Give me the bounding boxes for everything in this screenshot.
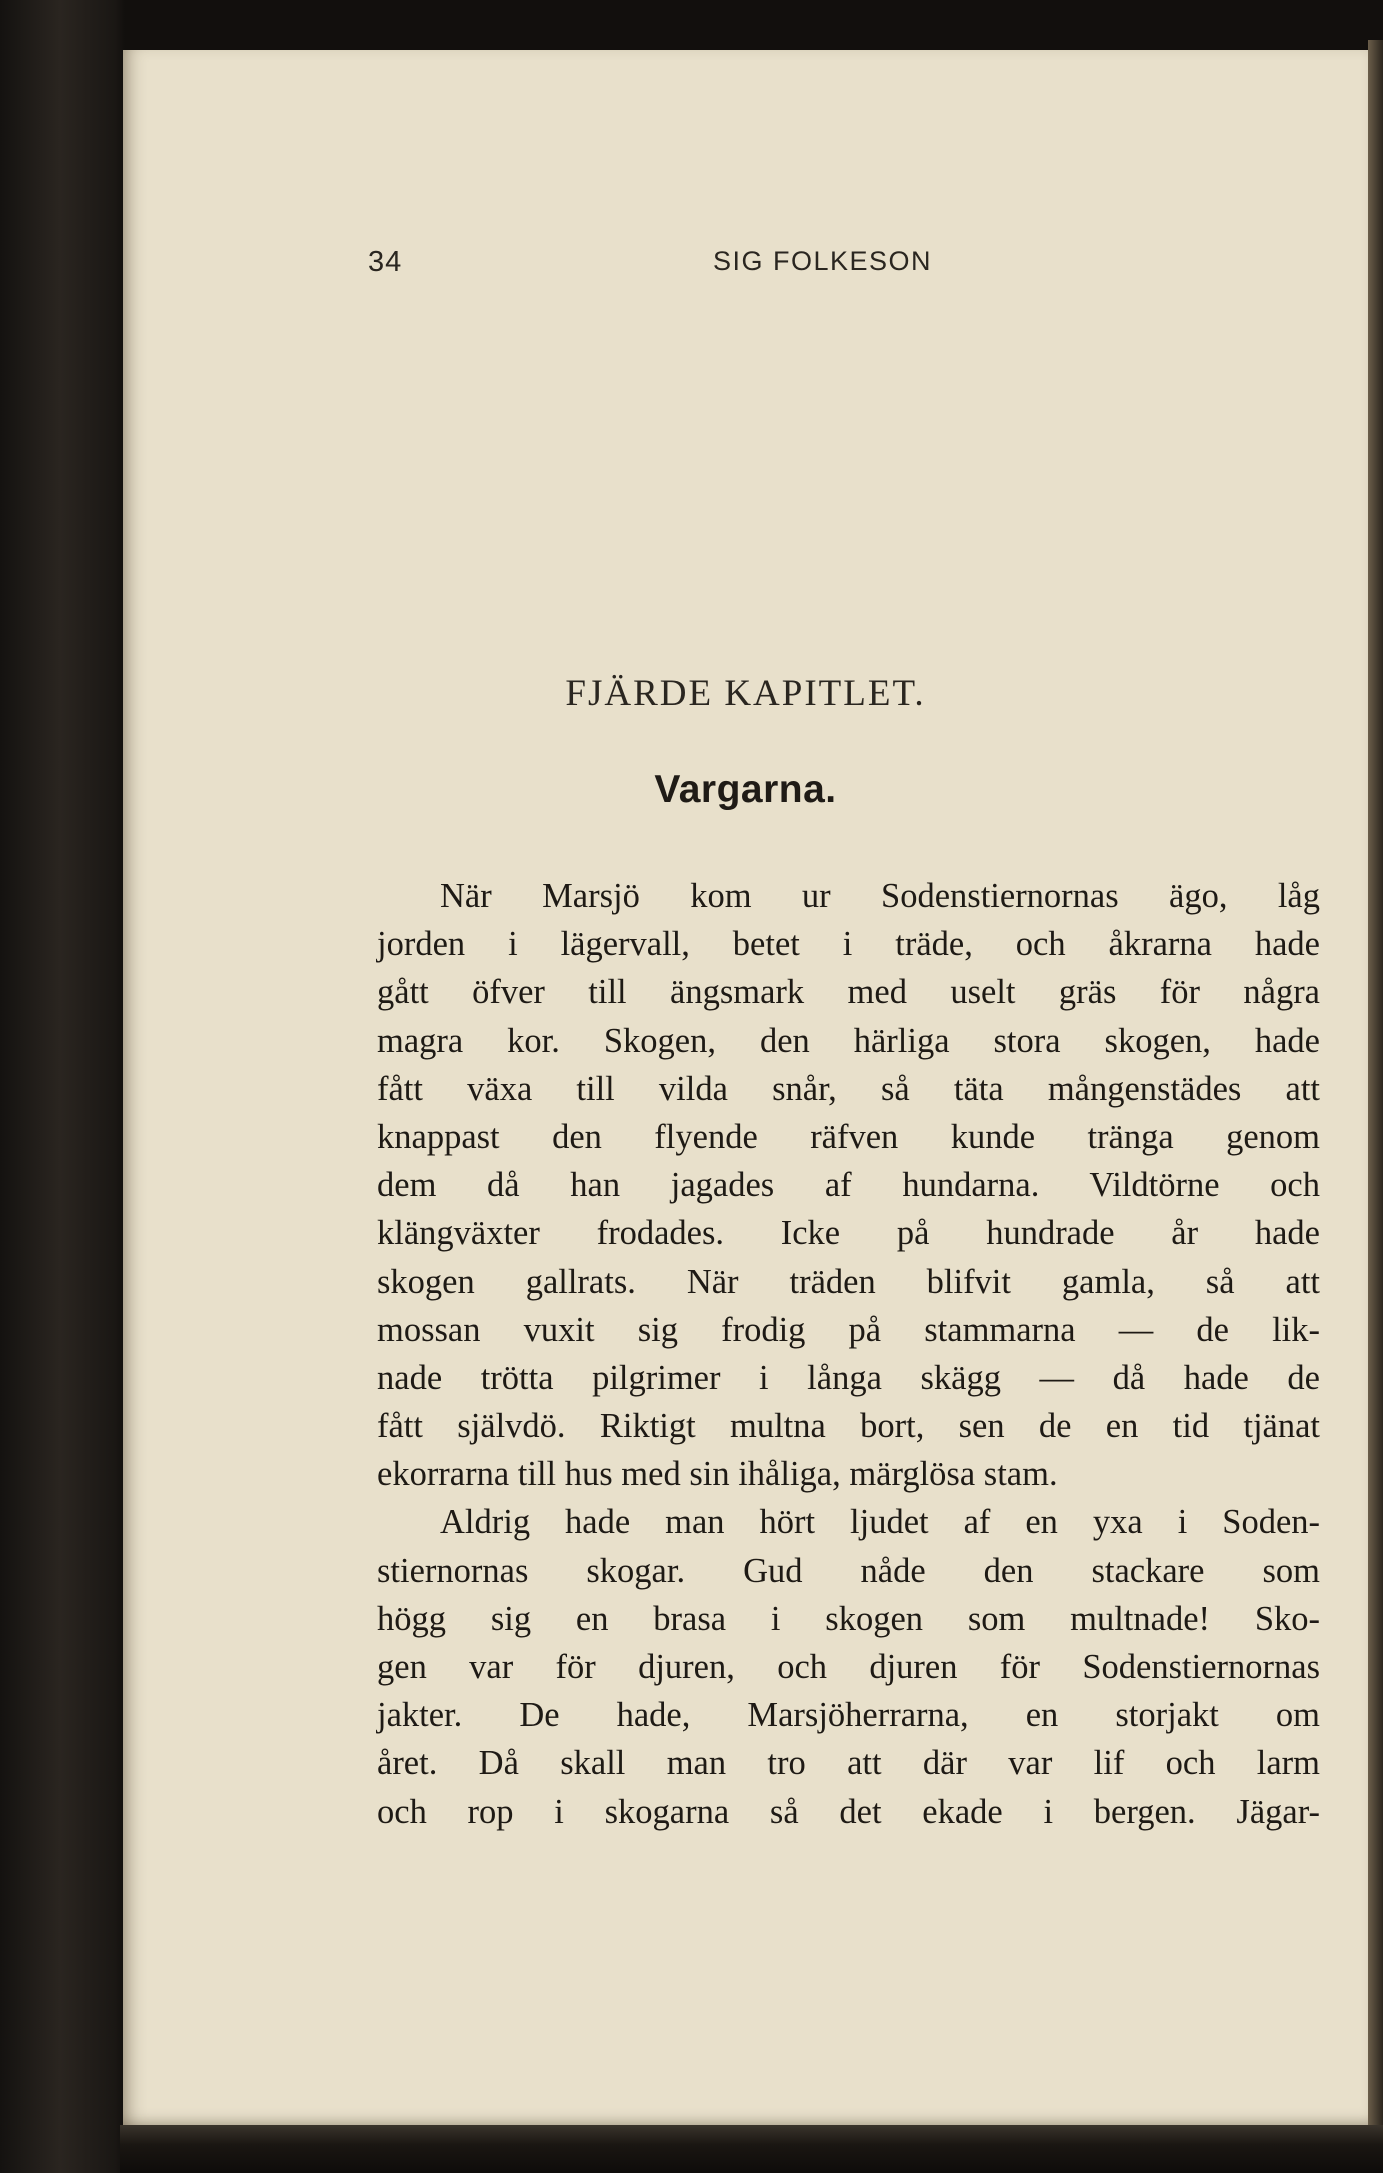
text-line: mossan vuxit sig frodig på stammarna — de lik- xyxy=(377,1310,1320,1349)
text-line: stiernornas skogar. Gud nåde den stackare som xyxy=(377,1551,1320,1590)
running-head xyxy=(123,246,1368,286)
book-edge xyxy=(1368,40,1383,2130)
text-line: nade trötta pilgrimer i långa skägg — då hade de xyxy=(377,1358,1320,1397)
text-line: högg sig en brasa i skogen som multnade! Sko- xyxy=(377,1599,1320,1638)
text-line: dem då han jagades af hundarna. Vildtörne och xyxy=(377,1166,1320,1205)
text-line: fått växa till vilda snår, så täta mångenstädes att xyxy=(377,1069,1320,1108)
chapter-title: Vargarna. xyxy=(654,768,837,811)
text-line: skogen gallrats. När träden blifvit gamla, så att xyxy=(377,1262,1320,1301)
text-line: klängväxter frodades. Icke på hundrade år hade xyxy=(377,1214,1320,1253)
text-line: ekorrarna till hus med sin ihåliga, märglösa stam. xyxy=(377,1455,1058,1494)
text-line: Aldrig hade man hört ljudet af en yxa i Soden- xyxy=(440,1503,1320,1542)
body-text xyxy=(377,872,1320,1836)
text-line: jorden i lägervall, betet i träde, och åkrarna hade xyxy=(377,925,1320,964)
text-line: gått öfver till ängsmark med uselt gräs för några xyxy=(377,973,1320,1012)
text-line: jakter. De hade, Marsjöherrarna, en storjakt om xyxy=(377,1696,1320,1735)
text-line: magra kor. Skogen, den härliga stora skogen, hade xyxy=(377,1021,1320,1060)
text-line: året. Då skall man tro att där var lif och larm xyxy=(377,1744,1320,1783)
page-sheet xyxy=(123,50,1368,2125)
text-line: och rop i skogarna så det ekade i bergen. Jägar- xyxy=(377,1792,1320,1831)
book-bottom-edge xyxy=(120,2125,1383,2173)
running-title: SIG FOLKESON xyxy=(713,246,933,276)
text-line: När Marsjö kom ur Sodenstiernornas ägo, låg xyxy=(440,877,1320,915)
text-line: fått självdö. Riktigt multna bort, sen de en tid tjänat xyxy=(377,1407,1320,1446)
text-line: gen var för djuren, och djuren för Sodenstiernornas xyxy=(377,1648,1320,1686)
chapter-heading: FJÄRDE KAPITLET. xyxy=(565,673,926,714)
text-line: knappast den flyende räfven kunde tränga genom xyxy=(377,1117,1320,1156)
page-number: 34 xyxy=(368,246,403,278)
